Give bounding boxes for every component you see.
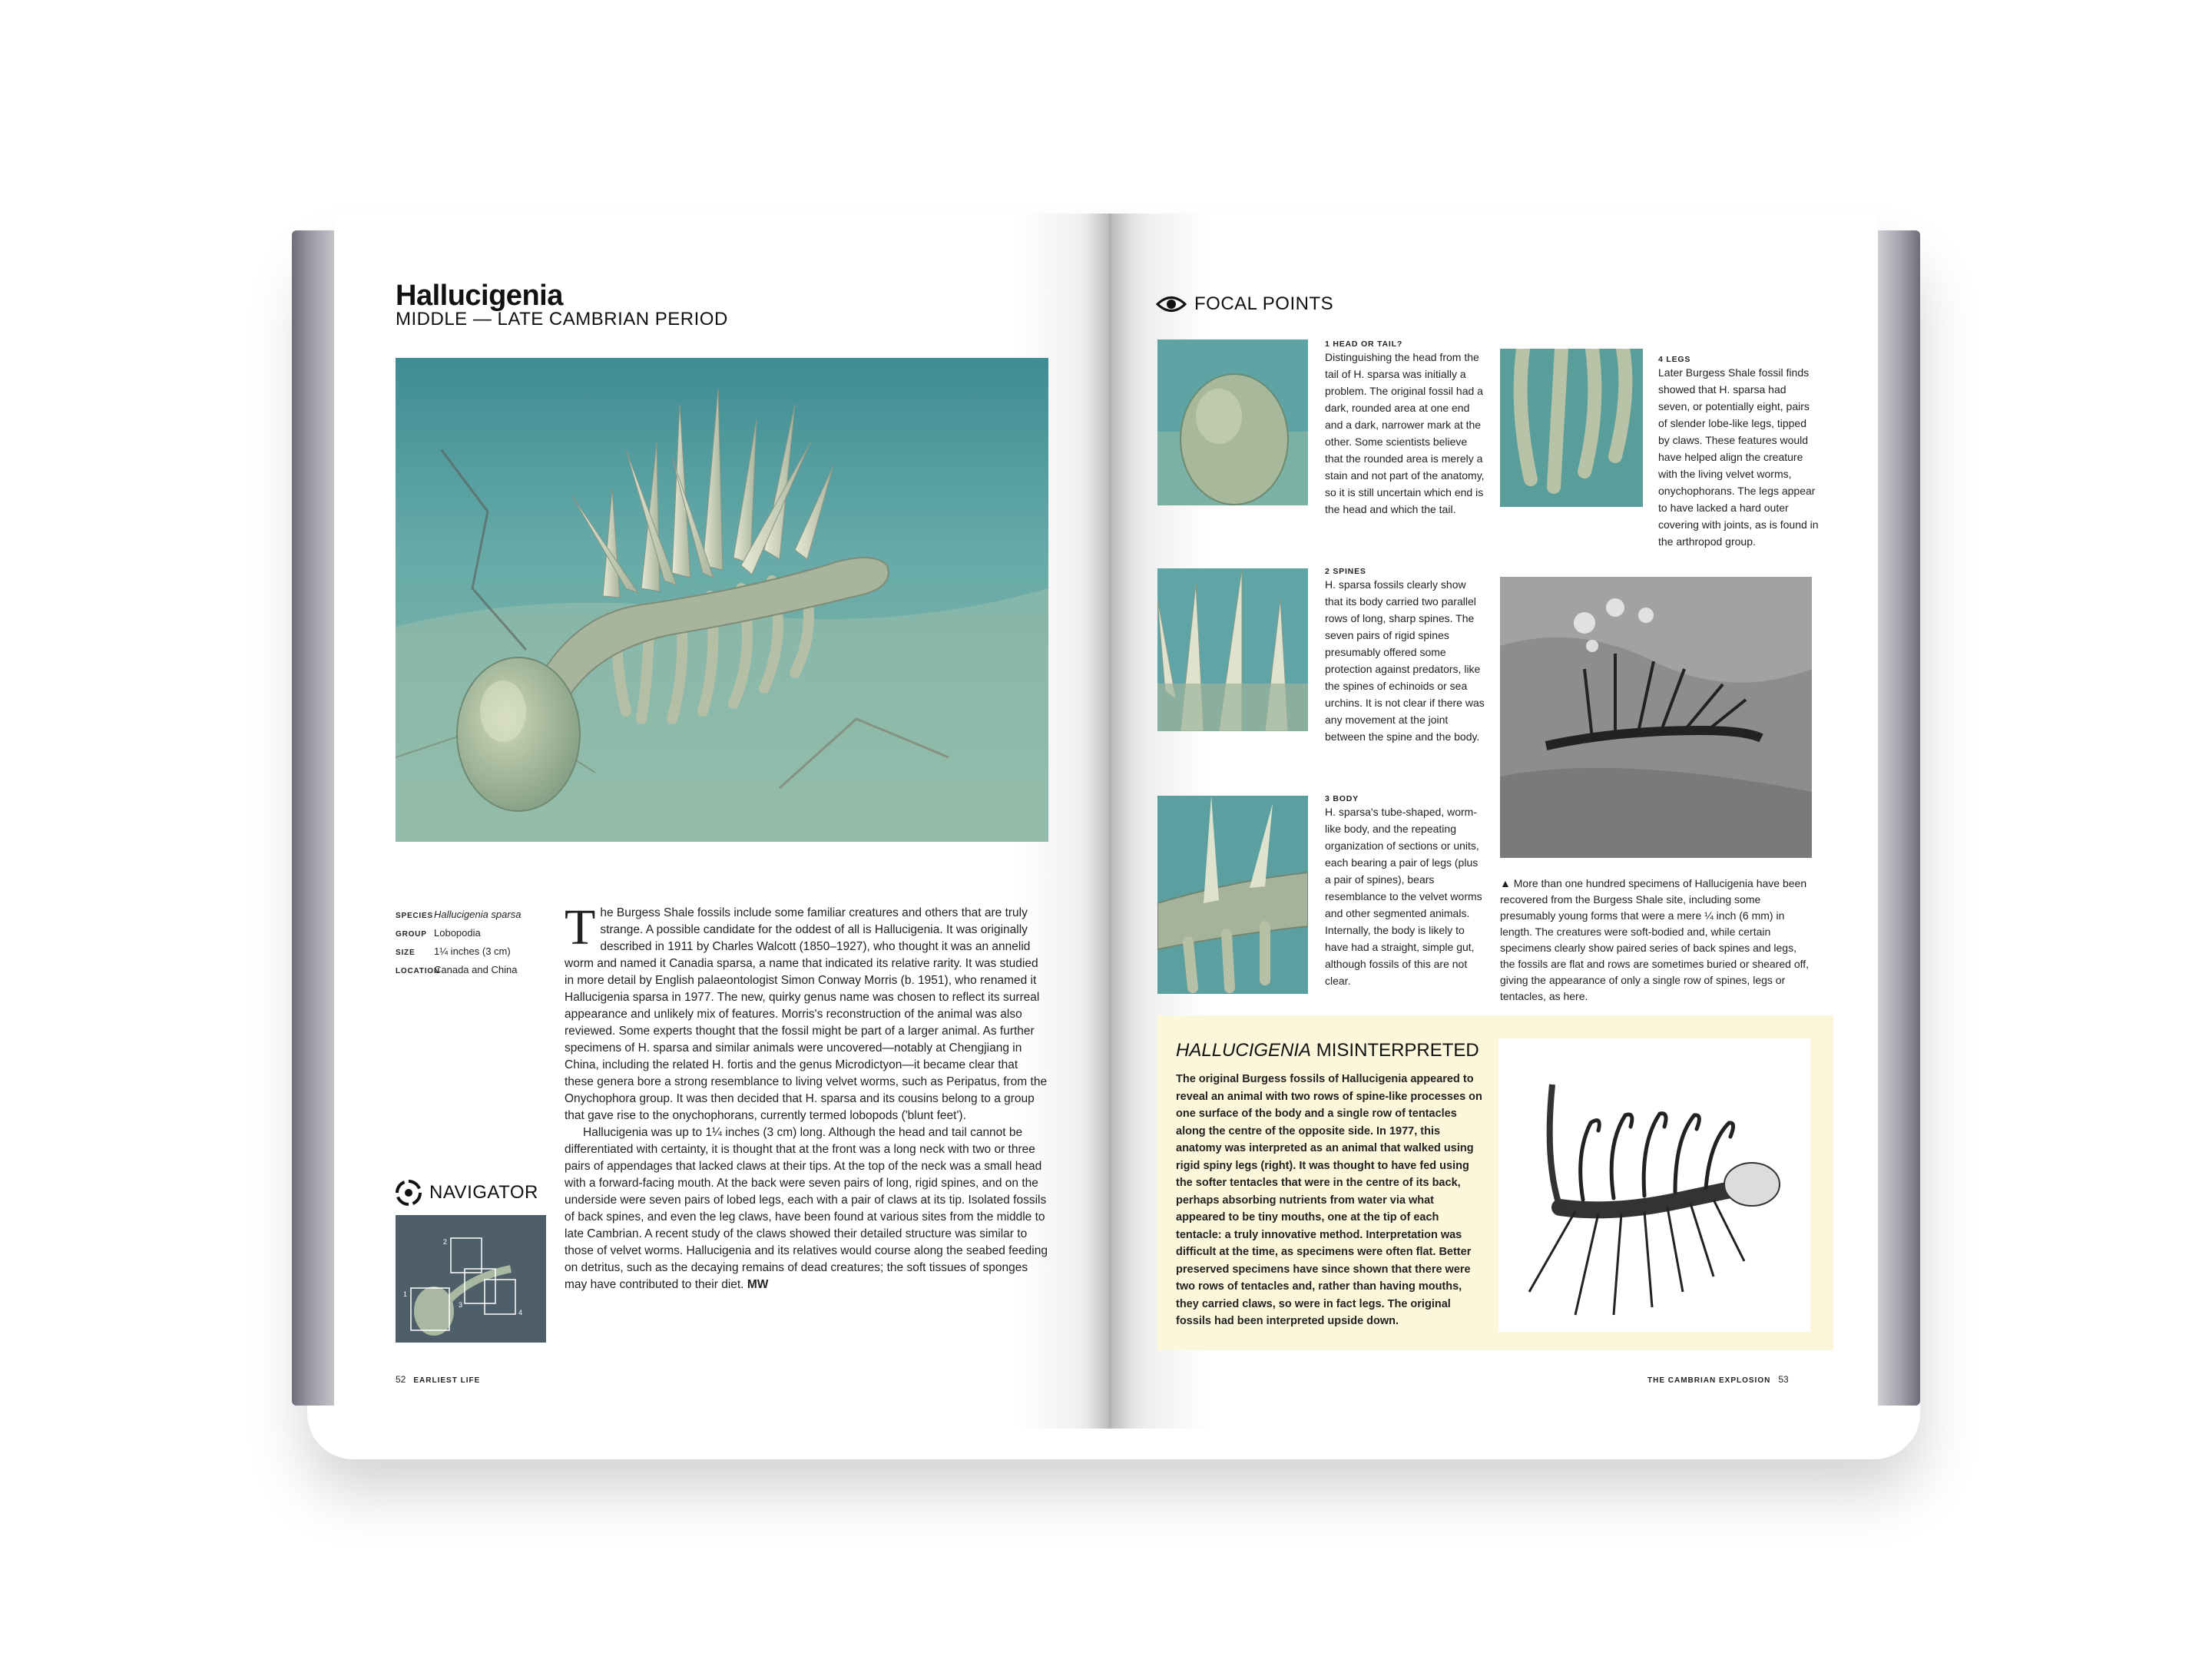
meta-species: SPECIESHallucigenia sparsa <box>396 909 522 920</box>
fossil-photo <box>1500 577 1812 858</box>
left-page <box>334 214 1110 1429</box>
navigator-heading: NAVIGATOR <box>396 1180 538 1206</box>
right-page <box>1110 214 1878 1429</box>
page-title: Hallucigenia <box>396 280 563 312</box>
folio-left: 52 EARLIEST LIFE <box>396 1374 481 1385</box>
hallucigenia-reconstruction-image <box>396 358 1048 842</box>
drop-cap: T <box>565 899 596 955</box>
meta-group: GROUP Lobopodia <box>396 927 481 939</box>
folio-right: THE CAMBRIAN EXPLOSION 53 <box>1647 1374 1789 1385</box>
focal-points-heading: FOCAL POINTS <box>1156 293 1333 315</box>
misinterpreted-sidebar <box>1157 1015 1833 1350</box>
navigator-thumbnail[interactable] <box>396 1215 546 1343</box>
navigator-mark-3: 3 <box>459 1301 463 1309</box>
focal-image-legs <box>1500 349 1643 507</box>
navigator-mark-2: 2 <box>443 1238 448 1246</box>
navigator-mark-1: 1 <box>403 1290 408 1298</box>
sidebar-title: HALLUCIGENIA MISINTERPRETED <box>1176 1040 1479 1061</box>
navigator-icon <box>396 1180 422 1206</box>
period-subtitle: MIDDLE — LATE CAMBRIAN PERIOD <box>396 309 728 329</box>
page-stack-right <box>1874 230 1920 1406</box>
eye-icon <box>1156 294 1187 314</box>
focal-image-body <box>1157 796 1308 994</box>
meta-size: SIZE 1¼ inches (3 cm) <box>396 945 511 957</box>
focal-point-2: 2 SPINES H. sparsa fossils clearly show that its body carried two parallel rows of long, sharp spines. The seven pairs of rigid spines presumably offered some protection against predators, like the spines of echinoids or sea urchins. It is not clear if there was any movement at the joint between the spine and the body. <box>1325 567 1485 743</box>
focal-point-1: 1 HEAD OR TAIL? Distinguishing the head from the tail of H. sparsa was initially a problem. The original fossil had a dark, rounded area at one end and a dark, narrower mark at the other. Some scientists believe that the rounded area is merely a stain and not part of the anatomy, so it is still uncertain which end is the head and which the tail. <box>1325 339 1485 515</box>
focal-image-head <box>1157 339 1308 505</box>
sidebar-text: The original Burgess fossils of Hallucigenia appeared to reveal an animal with two rows of spine-like processes on one surface of the body and a single row of tentacles along the centre of the opposite side. In 1977, this anatomy was interpreted as an animal that walked using rigid spiny legs (right). It was thought to have fed using the softer tentacles that were in the centre of its back, perhaps absorbing nutrients from water via what appeared to be tiny mouths, one at the tip of each tentacle: a truly innovative method. Interpretation was difficult at the time, as specimens were often flat. Better preserved specimens have since shown that there were two rows of tentacles and, rather than having mouths, they carried claws, so were in fact legs. The original fossils had been interpreted upside down. <box>1176 1073 1482 1327</box>
navigator-mark-4: 4 <box>518 1309 523 1316</box>
book-gutter <box>1087 214 1133 1429</box>
focal-image-spines <box>1157 568 1308 731</box>
focal-point-3: 3 BODY H. sparsa's tube-shaped, worm-like body, and the repeating organization of sections or units, each bearing a pair of legs (plus a pair of spines), bears resemblance to the velvet worms and other segmented animals. Internally, the body is likely to have had a straight, simple gut, although fossils of this are not clear. <box>1325 794 1482 987</box>
body-paragraph-1: The Burgess Shale fossils include some familiar creatures and others that are truly strange. A possible candidate for the oddest of all is Hallucigenia. It was originally described in 1911 by Charles Walcott (1850–1927), who thought it was an annelid worm and named it Canadia sparsa, a name that indicated its relative rarity. It was studied in more detail by English palaeontologist Simon Conway Morris (b. 1951), who renamed it Hallucigenia sparsa in 1977. The new, quirky genus name was chosen to reflect its surreal appearance and unlikely mix of features. Morris's reconstruction of the animal was also reviewed. Some experts thought that the fossil might be part of a larger animal. As further specimens of H. sparsa and similar animals were uncovered—notably at Chengjiang in China, including the related H. fortis and the genus Microdictyon—it became clear that these genera bore a strong resemblance to living velvet worms, such as Peripatus, from the Onychophora group. It was then decided that H. sparsa and its cousins belong to a group that gave rise to the onychophorans, currently termed lobopods ('blunt feet'). <box>565 899 1048 1122</box>
author-initials: MW <box>747 1278 769 1291</box>
meta-location: LOCATIONCanada and China <box>396 964 518 975</box>
misinterpreted-drawing <box>1498 1038 1810 1332</box>
fossil-caption: ▲ More than one hundred specimens of Hallucigenia have been recovered from the Burgess Shale site, including some presumably young forms that were a mere ¼ inch (6 mm) in length. The creatures were soft-bodied and, while certain specimens clearly show paired series of back spines and legs, the fossils are flat and rows are sometimes buried or sheared off, giving the appearance of only a single row of spines, legs or tentacles, as here. <box>1500 877 1810 1002</box>
species-meta <box>396 906 521 980</box>
focal-point-4: 4 LEGS Later Burgess Shale fossil finds showed that H. sparsa had seven, or potentially eight, pairs of slender lobe-like legs, tipped by claws. These features would have helped align the creature with the living velvet worms, onychophorans. The legs appear to have lacked a hard outer covering with joints, as is found in the arthropod group. <box>1658 355 1819 548</box>
article-body <box>565 899 1048 1293</box>
body-paragraph-2: Hallucigenia was up to 1¼ inches (3 cm) long. Although the head and tail cannot be differentiated with certainty, it is thought that at the front was a long neck with two or three pairs of appendages that lacked claws at their tips. At the top of the neck was a small head with a forward-facing mouth. At the back were seven pairs of long, rigid spines, and on the underside were seven pairs of lobed legs, each with a pair of claws at its tip. Isolated fossils of back spines, and even the leg claws, have been found at various sites from the middle to late Cambrian. A recent study of the claws showed their detailed structure was similar to those of velvet worms. Hallucigenia and its relatives would course along the seabed feeding on detritus, such as the decaying remains of dead creatures; the soft tissues of sponges may have contributed to their diet. MW <box>565 1126 1048 1291</box>
page-stack-left <box>292 230 338 1406</box>
